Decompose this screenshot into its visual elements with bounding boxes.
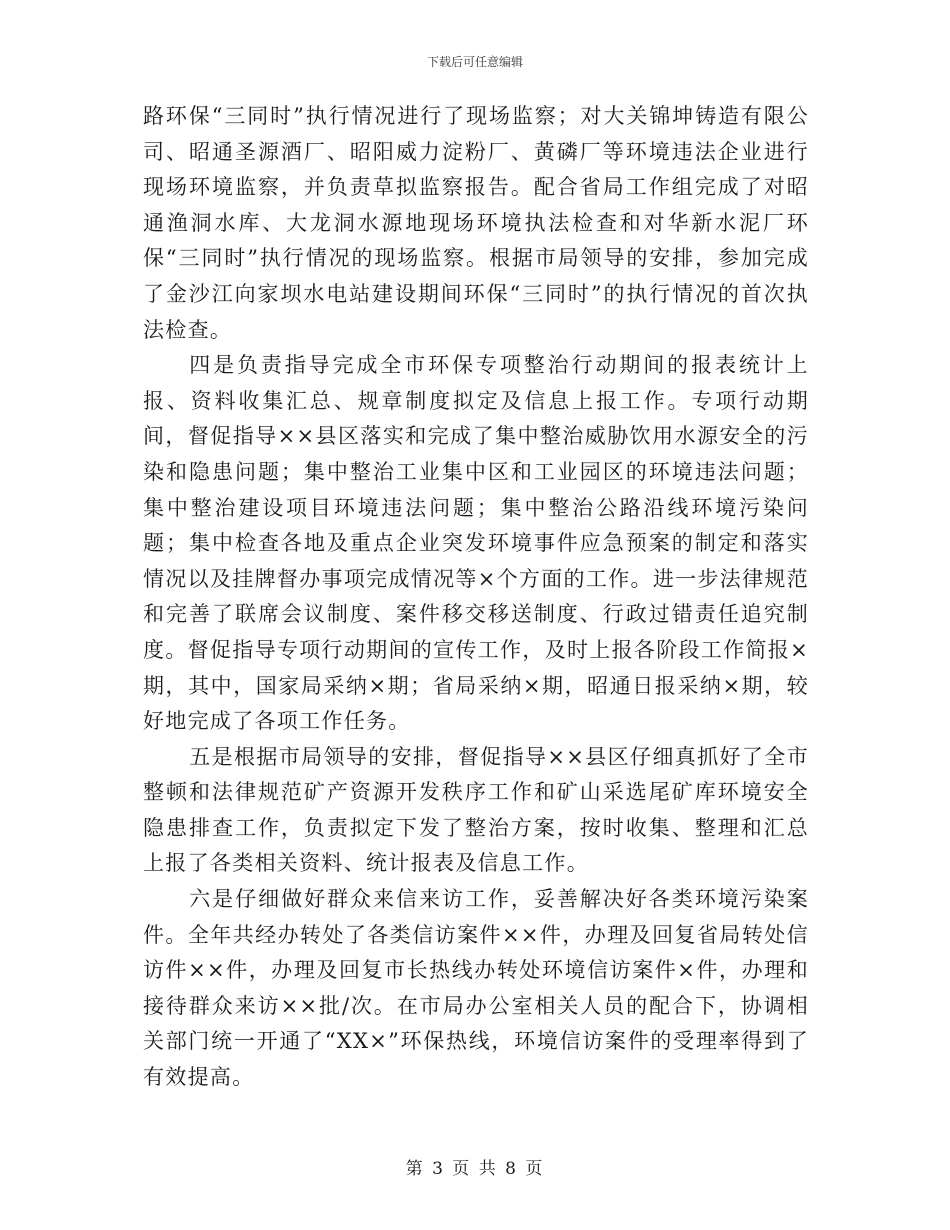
header-note: 下载后可任意编辑 [426,55,523,69]
document-body [143,99,809,1096]
paragraph-item-six: 六是仔细做好群众来信来访工作，妥善解决好各类环境污染案件。全年共经办转处了各类信访案件××件，办理及回复省局转处信访件××件，办理及回复市长热线办转处环境信访案件×件，办理和接待群众来访××批/次。在市局办公室相关人员的配合下，协调相关部门统一开通了“XX×”环保热线，环境信访案件的受理率得到了有效提高。 [143,887,809,1090]
paragraph-item-four: 四是负责指导完成全市环保专项整治行动期间的报表统计上报、资料收集汇总、规章制度拟定及信息上报工作。专项行动期间，督促指导××县区落实和完成了集中整治威胁饮用水源安全的污染和隐患问题；集中整治工业集中区和工业园区的环境违法问题；集中整治建设项目环境违法问题；集中整治公路沿线环境污染问题；集中检查各地及重点企业突发环境事件应急预案的制定和落实情况以及挂牌督办事项完成情况等×个方面的工作。进一步法律规范和完善了联席会议制度、案件移交移送制度、行政过错责任追究制度。督促指导专项行动期间的宣传工作，及时上报各阶段工作简报×期，其中，国家局采纳×期；省局采纳×期，昭通日报采纳×期，较好地完成了各项工作任务。 [143,353,809,734]
paragraph-item-five: 五是根据市局领导的安排，督促指导××县区仔细真抓好了全市整顿和法律规范矿产资源开发秩序工作和矿山采选尾矿库环境安全隐患排查工作，负责拟定下发了整治方案，按时收集、整理和汇总上报了各类相关资料、统计报表及信息工作。 [143,744,809,876]
page-number: 第 3 页 共 8 页 [405,1159,545,1179]
paragraph-continuation: 路环保“三同时”执行情况进行了现场监察；对大关锦坤铸造有限公司、昭通圣源酒厂、昭阳威力淀粉厂、黄磷厂等环境违法企业进行现场环境监察，并负责草拟监察报告。配合省局工作组完成了对昭通渔洞水库、大龙洞水源地现场环境执法检查和对华新水泥厂环保“三同时”执行情况的现场监察。根据市局领导的安排，参加完成了金沙江向家坝水电站建设期间环保“三同时”的执行情况的首次执法检查。 [143,104,809,342]
